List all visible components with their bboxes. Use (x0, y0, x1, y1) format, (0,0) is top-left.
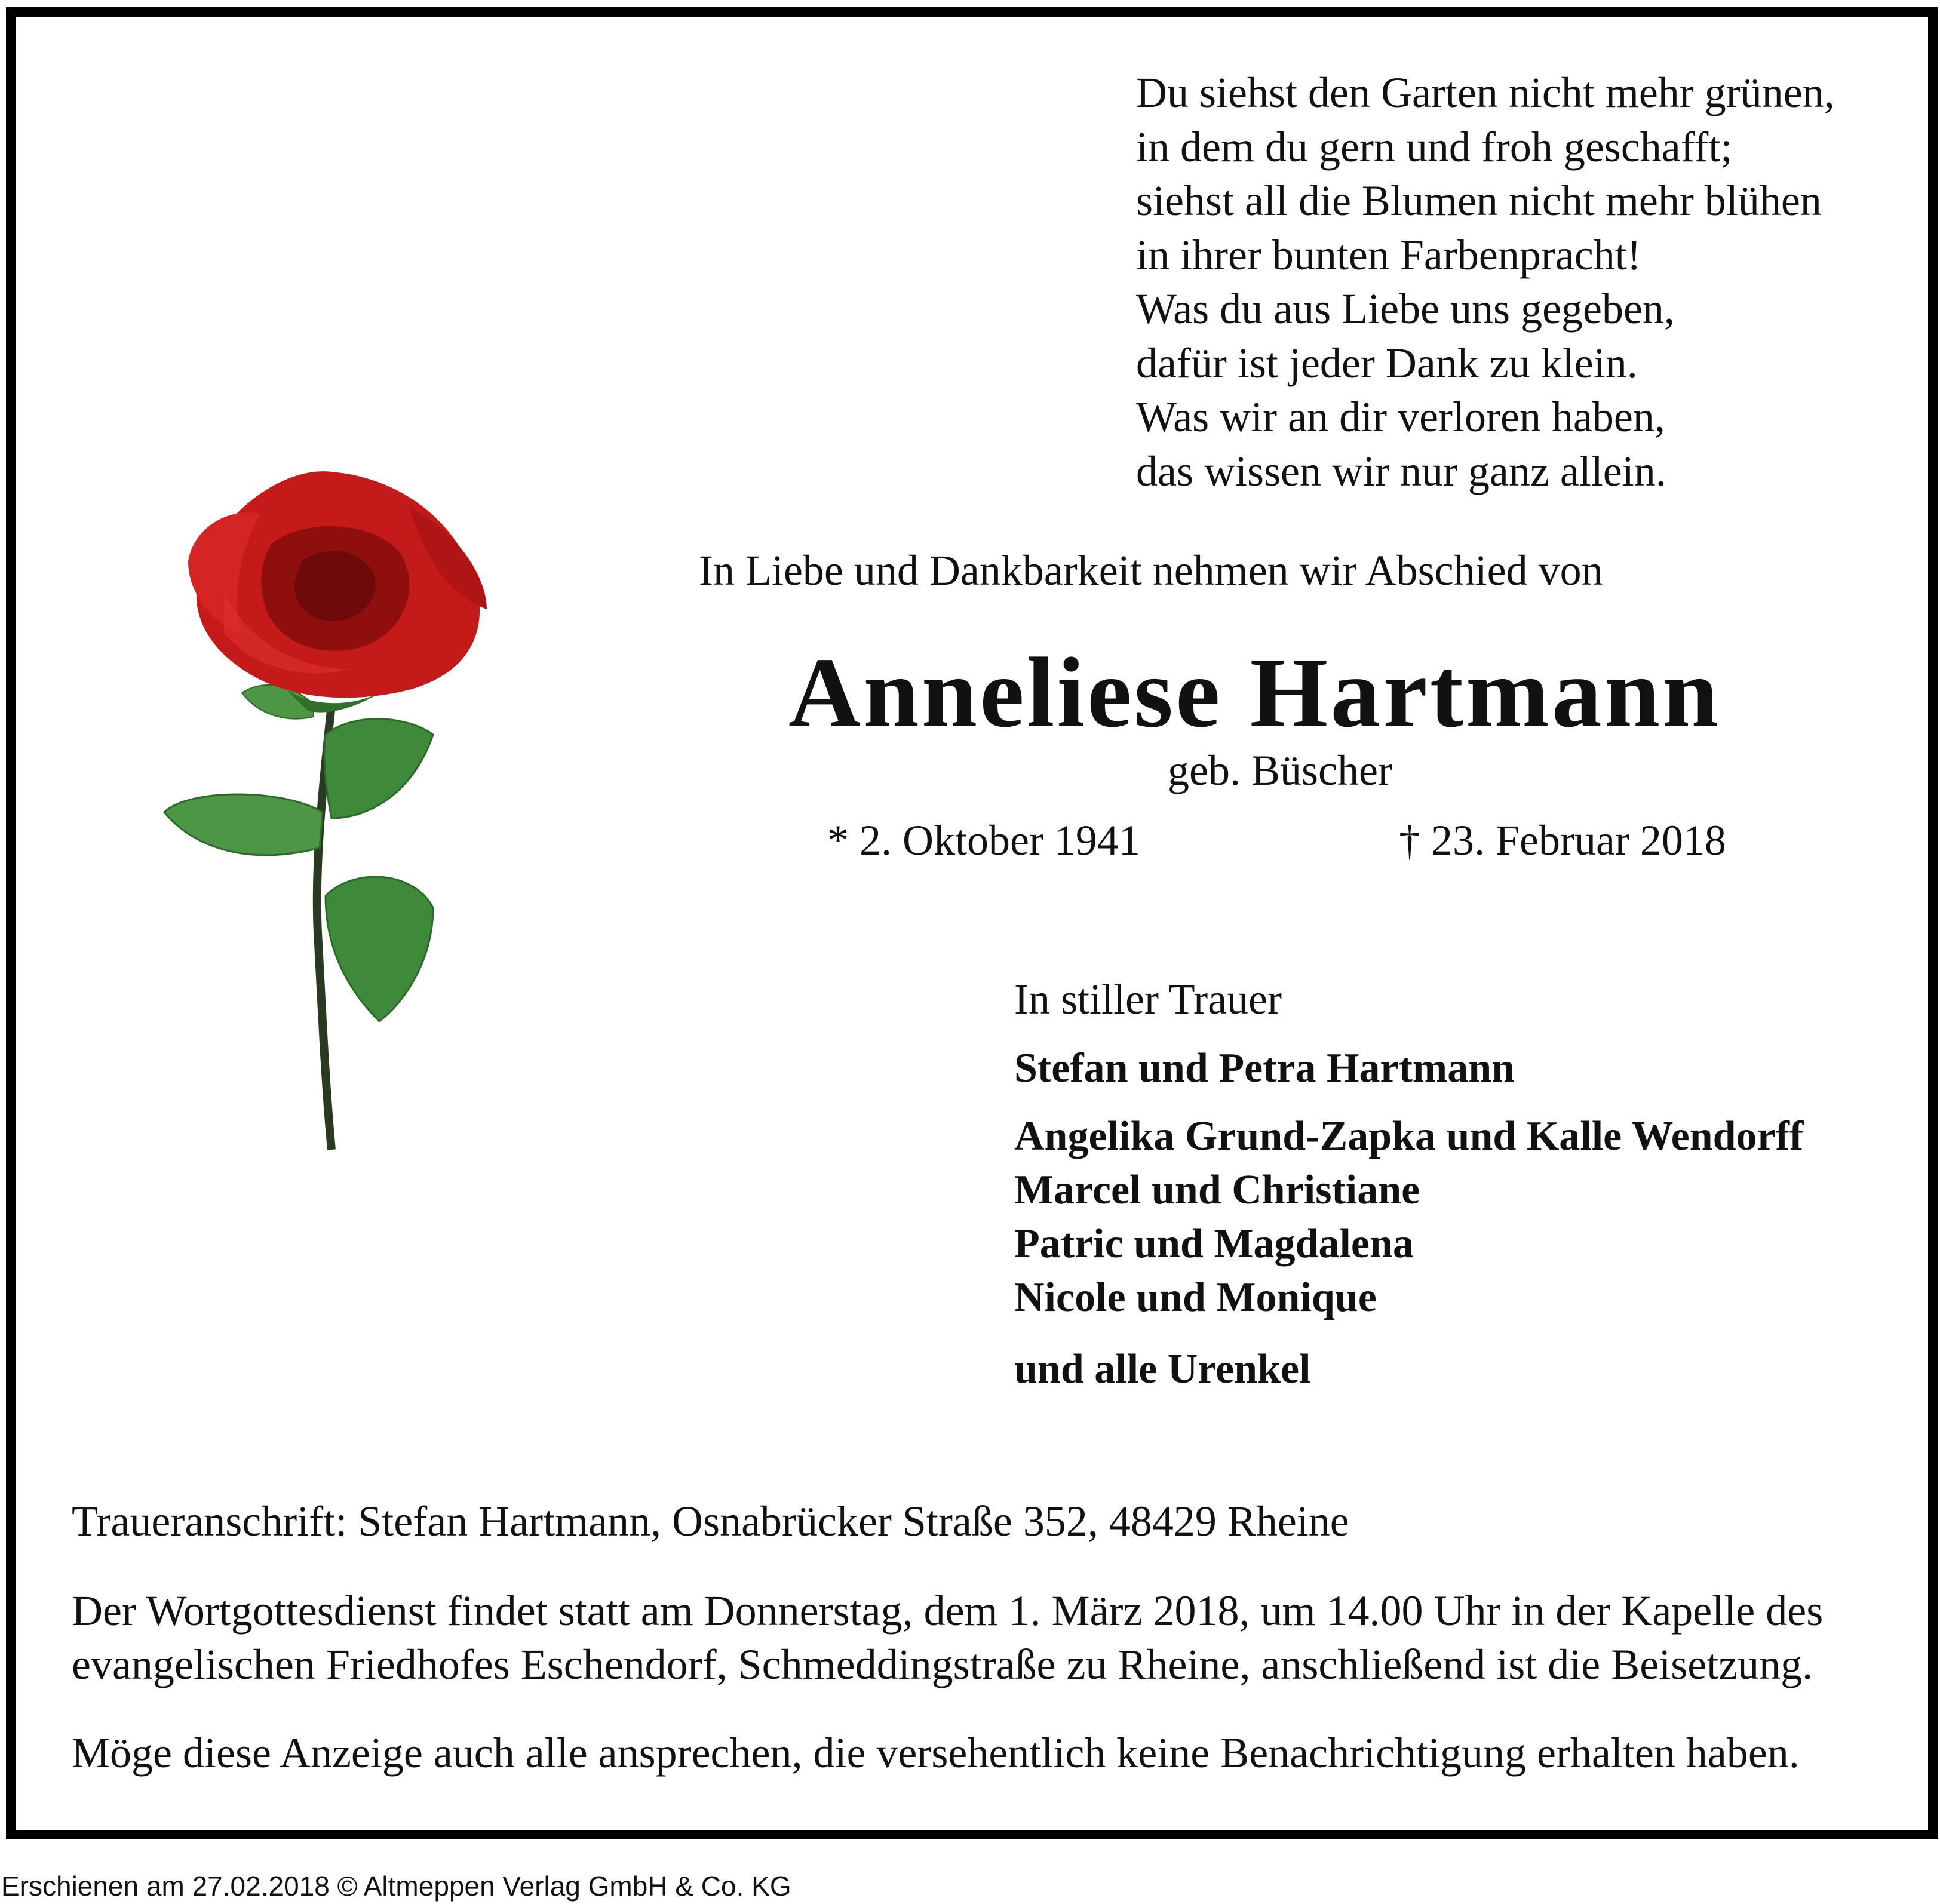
mourner-line: Marcel und Christiane (1014, 1167, 1420, 1213)
poem-line: siehst all die Blumen nicht mehr blühen (1136, 177, 1822, 225)
mourner-line: Nicole und Monique (1014, 1275, 1377, 1320)
mourner-group (1014, 1110, 1803, 1325)
poem-line: das wissen wir nur ganz allein. (1136, 447, 1666, 495)
rose-leaf-lower (326, 877, 433, 1021)
poem-line: Was wir an dir verloren haben, (1136, 393, 1665, 441)
rose-leaf-upper (324, 719, 433, 818)
publication-imprint: Erschienen am 27.02.2018 © Altmeppen Verlag GmbH & Co. KG (1, 1871, 791, 1902)
mourner-line: Angelika Grund-Zapka und Kalle Wendorff (1014, 1113, 1804, 1159)
poem-line: in ihrer bunten Farbenpracht! (1136, 231, 1641, 279)
mourner-line: Patric und Magdalena (1014, 1221, 1414, 1267)
poem-line: in dem du gern und froh geschafft; (1136, 122, 1733, 171)
rose-image (152, 454, 558, 1153)
mourner-family-first: Stefan und Petra Hartmann (1014, 1045, 1515, 1091)
service-info (72, 1584, 1823, 1691)
birth-date: * 2. Oktober 1941 (827, 816, 1140, 864)
poem-line: Was du aus Liebe uns gegeben, (1136, 285, 1675, 333)
mourner-great-grandchildren: und alle Urenkel (1014, 1346, 1311, 1392)
notice-text: Möge diese Anzeige auch alle ansprechen, die versehentlich keine Benachrichtigung erhalten haben. (72, 1729, 1800, 1777)
maiden-name: geb. Büscher (1168, 747, 1392, 794)
mourning-address: Traueranschrift: Stefan Hartmann, Osnabrücker Straße 352, 48429 Rheine (72, 1497, 1349, 1545)
deceased-name: Anneliese Hartmann (788, 637, 1721, 748)
farewell-intro: In Liebe und Dankbarkeit nehmen wir Abschied von (699, 546, 1603, 594)
service-line: Der Wortgottesdienst findet statt am Donnerstag, dem 1. März 2018, um 14.00 Uhr in der Kapelle des (72, 1587, 1824, 1635)
poem-line: Du siehst den Garten nicht mehr grünen, (1136, 69, 1835, 116)
poem (1136, 66, 1901, 498)
death-date: † 23. Februar 2018 (1399, 816, 1726, 864)
poem-line: dafür ist jeder Dank zu klein. (1136, 339, 1638, 387)
mourning-label: In stiller Trauer (1014, 975, 1282, 1023)
rose-leaf-left (164, 794, 323, 855)
service-line: evangelischen Friedhofes Eschendorf, Schmeddingstraße zu Rheine, anschließend ist die Beisetzung. (72, 1641, 1813, 1688)
